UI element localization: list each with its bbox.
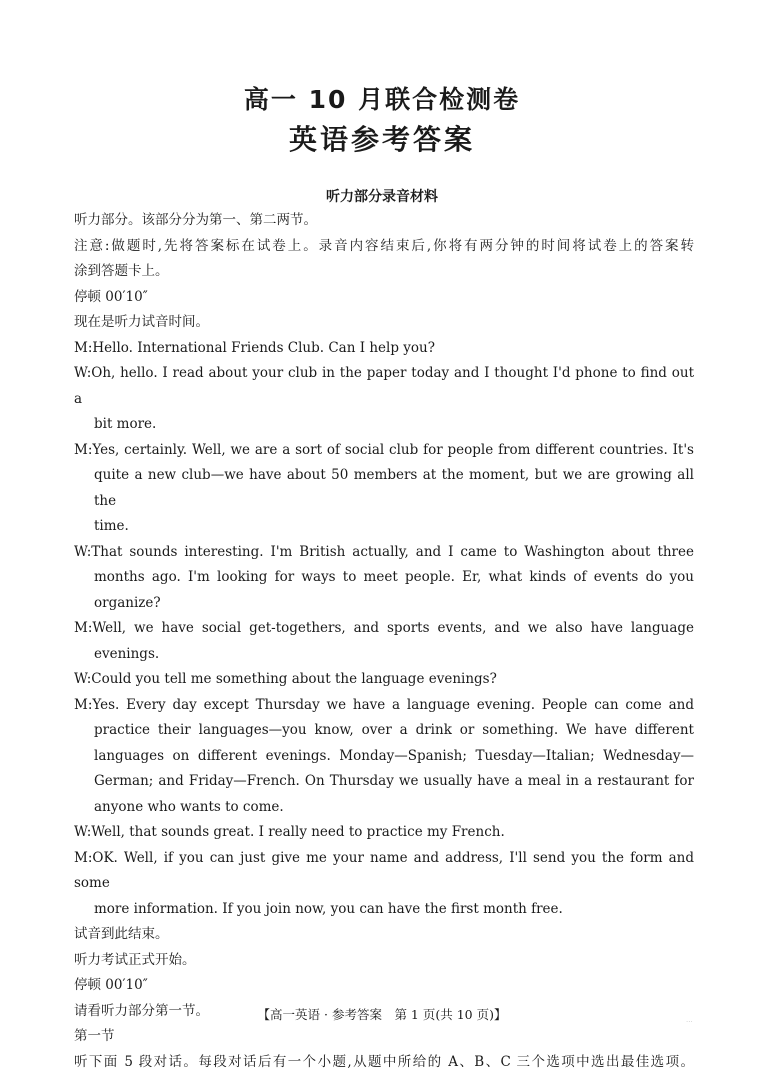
- document-title: 高一 10 月联合检测卷: [0, 80, 764, 116]
- pause-marker: 停顿 00′10″: [74, 285, 694, 311]
- transcript-body: [74, 208, 694, 1075]
- dialogue-line: German; and Friday—French. On Thursday we usually have a meal in a restaurant for: [74, 769, 694, 795]
- dialogue-line: anyone who wants to come.: [74, 795, 694, 821]
- dialogue-line: M:Well, we have social get-togethers, and sports events, and we also have language: [74, 616, 694, 642]
- dialogue-line: languages on different evenings. Monday—Spanish; Tuesday—Italian; Wednesday—: [74, 744, 694, 770]
- text-line: 注意:做题时,先将答案标在试卷上。录音内容结束后,你将有两分钟的时间将试卷上的答案转: [74, 234, 694, 260]
- text-line: 现在是听力试音时间。: [74, 310, 694, 336]
- watermark-mark: ...: [686, 1016, 693, 1024]
- section-title: 听力部分录音材料: [0, 186, 764, 206]
- dialogue-line: W:That sounds interesting. I'm British actually, and I came to Washington about three: [74, 540, 694, 566]
- dialogue-line: M:Yes. Every day except Thursday we have a language evening. People can come and: [74, 693, 694, 719]
- dialogue-line: M:OK. Well, if you can just give me your name and address, I'll send you the form and some: [74, 846, 694, 897]
- dialogue-line: months ago. I'm looking for ways to meet people. Er, what kinds of events do you: [74, 565, 694, 591]
- dialogue-line: W:Well, that sounds great. I really need to practice my French.: [74, 820, 694, 846]
- text-line: 听下面 5 段对话。每段对话后有一个小题,从题中所给的 A、B、C 三个选项中选出最佳选项。: [74, 1050, 694, 1075]
- text-line: 请看听力部分第一节。: [74, 999, 694, 1025]
- dialogue-line: organize?: [74, 591, 694, 617]
- dialogue-line: M:Hello. International Friends Club. Can I help you?: [74, 336, 694, 362]
- dialogue-line: quite a new club—we have about 50 members at the moment, but we are growing all the: [74, 463, 694, 514]
- dialogue-line: W:Oh, hello. I read about your club in the paper today and I thought I'd phone to find out a: [74, 361, 694, 412]
- dialogue-line: M:Yes, certainly. Well, we are a sort of social club for people from different countries. It's: [74, 438, 694, 464]
- text-line: 试音到此结束。: [74, 922, 694, 948]
- pause-marker: 停顿 00′10″: [74, 973, 694, 999]
- text-line: 听力部分。该部分分为第一、第二两节。: [74, 208, 694, 234]
- text-line: 听力考试正式开始。: [74, 948, 694, 974]
- text-line: 涂到答题卡上。: [74, 259, 694, 285]
- dialogue-line: more information. If you join now, you can have the first month free.: [74, 897, 694, 923]
- dialogue-line: time.: [74, 514, 694, 540]
- dialogue-line: W:Could you tell me something about the language evenings?: [74, 667, 694, 693]
- document-subtitle: 英语参考答案: [0, 118, 764, 158]
- page-footer: 【高一英语 · 参考答案 第 1 页(共 10 页)】: [0, 1005, 764, 1023]
- dialogue-line: practice their languages—you know, over a drink or something. We have different: [74, 718, 694, 744]
- section-label: 第一节: [74, 1024, 694, 1050]
- dialogue-line: bit more.: [74, 412, 694, 438]
- dialogue-line: evenings.: [74, 642, 694, 668]
